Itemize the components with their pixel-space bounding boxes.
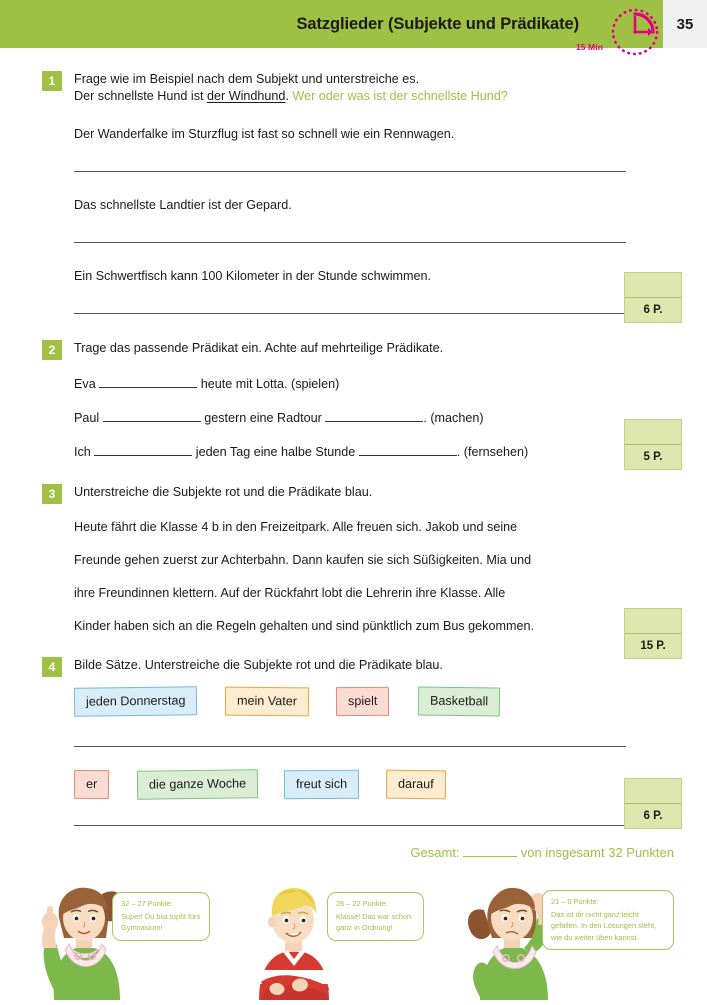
clock-icon — [609, 6, 661, 58]
word-card-jeden-donnerstag[interactable]: jeden Donnerstag — [74, 686, 198, 717]
task-3 — [0, 484, 707, 635]
task-3-text-line-4[interactable]: Kinder haben sich an die Regeln gehalten und sind pünktlich zum Bus gekommen. — [74, 619, 534, 633]
task-1-points-input[interactable] — [625, 273, 681, 298]
task-1-number: 1 — [42, 71, 62, 91]
feedback-bubble-1 — [112, 892, 210, 941]
total-score-input[interactable] — [463, 844, 517, 857]
example-answer: Wer oder was ist der schnellste Hund? — [292, 89, 508, 103]
task-2-item-2-after: . (machen) — [423, 411, 484, 425]
word-card-freut-sich[interactable]: freut sich — [284, 770, 359, 800]
task-4-points-box — [624, 778, 682, 829]
task-1-instruction: Frage wie im Beispiel nach dem Subjekt und unterstreiche es. — [74, 72, 420, 86]
task-2-points-input[interactable] — [625, 420, 681, 445]
task-2-item-3-blank-1[interactable] — [94, 443, 192, 456]
example-prefix: Der schnellste Hund ist — [74, 89, 207, 103]
task-2-item-1-middle: heute mit Lotta. (spielen) — [197, 377, 340, 391]
word-card-spielt[interactable]: spielt — [336, 687, 390, 716]
task-2-item-3-middle: jeden Tag eine halbe Stunde — [192, 445, 359, 459]
total-prefix: Gesamt: — [410, 845, 460, 860]
task-2-item-2 — [74, 409, 649, 427]
task-2-item-3-after: . (fernsehen) — [456, 445, 529, 459]
feedback-bubble-2 — [327, 892, 424, 941]
word-card-die-ganze-woche[interactable]: die ganze Woche — [137, 769, 258, 799]
task-4-answer-line-1[interactable] — [74, 746, 626, 747]
task-2-item-3-blank-2[interactable] — [359, 443, 457, 456]
task-3-points-value: 15 P. — [640, 640, 666, 652]
task-2-instruction: Trage das passende Prädikat ein. Achte auf mehrteilige Prädikate. — [74, 341, 444, 355]
task-2 — [0, 340, 707, 461]
task-1-points-box — [624, 272, 682, 323]
task-1-answer-line-1[interactable] — [74, 171, 626, 172]
word-card-darauf[interactable]: darauf — [386, 770, 446, 800]
task-3-instruction: Unterstreiche die Subjekte rot und die Prädikate blau. — [74, 485, 373, 499]
task-1-sentence-2: Das schnellste Landtier ist der Gepard. — [74, 198, 292, 212]
word-card-basketball[interactable]: Basketball — [418, 686, 501, 716]
page-header — [0, 0, 707, 48]
task-2-item-2-blank-1[interactable] — [103, 409, 201, 422]
task-2-points-value: 5 P. — [643, 451, 663, 463]
feedback-bubble-2-range: 26 – 22 Punkte: — [336, 899, 388, 908]
task-2-item-2-middle: gestern eine Radtour — [200, 411, 326, 425]
feedback-bubble-3-text: Das ist dir nicht ganz leicht gefallen. In den Lösungen steht, wie du weiter üben kannst. — [551, 909, 657, 942]
task-4-word-row-1 — [74, 687, 649, 716]
task-4-points-input[interactable] — [625, 779, 681, 804]
task-3-number: 3 — [42, 484, 62, 504]
time-label: 15 Min — [575, 42, 603, 52]
task-1 — [0, 71, 707, 314]
feedback-bubble-1-text: Super! Du bist topfit fürs Gymnasium! — [121, 911, 201, 932]
feedback-bubble-3 — [542, 890, 674, 950]
task-1-answer-line-3[interactable] — [74, 313, 626, 314]
example-suffix: . — [285, 89, 289, 103]
task-1-points-value: 6 P. — [643, 304, 663, 316]
total-suffix: von insgesamt 32 Punkten — [520, 845, 674, 860]
task-4 — [0, 657, 707, 826]
word-card-mein-vater[interactable]: mein Vater — [225, 687, 309, 717]
footer-feedback — [0, 865, 707, 1000]
feedback-bubble-1-range: 32 – 27 Punkte: — [121, 899, 173, 908]
total-score-row — [0, 844, 707, 860]
task-3-text-line-3[interactable]: ihre Freundinnen klettern. Auf der Rückfahrt lobt die Lehrerin ihre Klasse. Alle — [74, 586, 506, 600]
task-4-instruction: Bilde Sätze. Unterstreiche die Subjekte rot und die Prädikate blau. — [74, 658, 443, 672]
task-2-item-3-before: Ich — [74, 445, 95, 459]
feedback-bubble-3-range: 21 – 0 Punkte: — [551, 897, 599, 906]
task-2-item-1-blank-1[interactable] — [99, 375, 197, 388]
example-underlined: der Windhund — [207, 89, 286, 103]
task-4-number: 4 — [42, 657, 62, 677]
task-3-text-line-1[interactable]: Heute fährt die Klasse 4 b in den Freizeitpark. Alle freuen sich. Jakob und seine — [74, 520, 518, 534]
task-2-item-3 — [74, 443, 649, 461]
task-2-number: 2 — [42, 340, 62, 360]
task-2-item-1-before: Eva — [74, 377, 100, 391]
task-4-points-value: 6 P. — [643, 810, 663, 822]
page-number: 35 — [663, 0, 707, 48]
task-2-points-box — [624, 419, 682, 470]
task-2-item-2-before: Paul — [74, 411, 103, 425]
word-card-er[interactable]: er — [74, 770, 110, 799]
feedback-bubble-2-text: Klasse! Das war schon ganz in Ordnung! — [336, 911, 412, 932]
task-1-sentence-3: Ein Schwertfisch kann 100 Kilometer in der Stunde schwimmen. — [74, 269, 431, 283]
task-4-word-row-2 — [74, 770, 649, 799]
header-green-bar — [0, 0, 663, 48]
task-4-answer-line-2[interactable] — [74, 825, 626, 826]
task-3-points-box — [624, 608, 682, 659]
task-2-item-1 — [74, 375, 649, 393]
page-title: Satzglieder (Subjekte und Prädikate) — [296, 14, 579, 33]
task-1-sentence-1: Der Wanderfalke im Sturzflug ist fast so schnell wie ein Rennwagen. — [74, 127, 455, 141]
task-1-answer-line-2[interactable] — [74, 242, 626, 243]
task-1-example — [74, 88, 649, 105]
task-3-points-input[interactable] — [625, 609, 681, 634]
task-2-item-2-blank-2[interactable] — [325, 409, 423, 422]
task-3-text-line-2[interactable]: Freunde gehen zuerst zur Achterbahn. Dann kaufen sie sich Süßigkeiten. Mia und — [74, 553, 532, 567]
